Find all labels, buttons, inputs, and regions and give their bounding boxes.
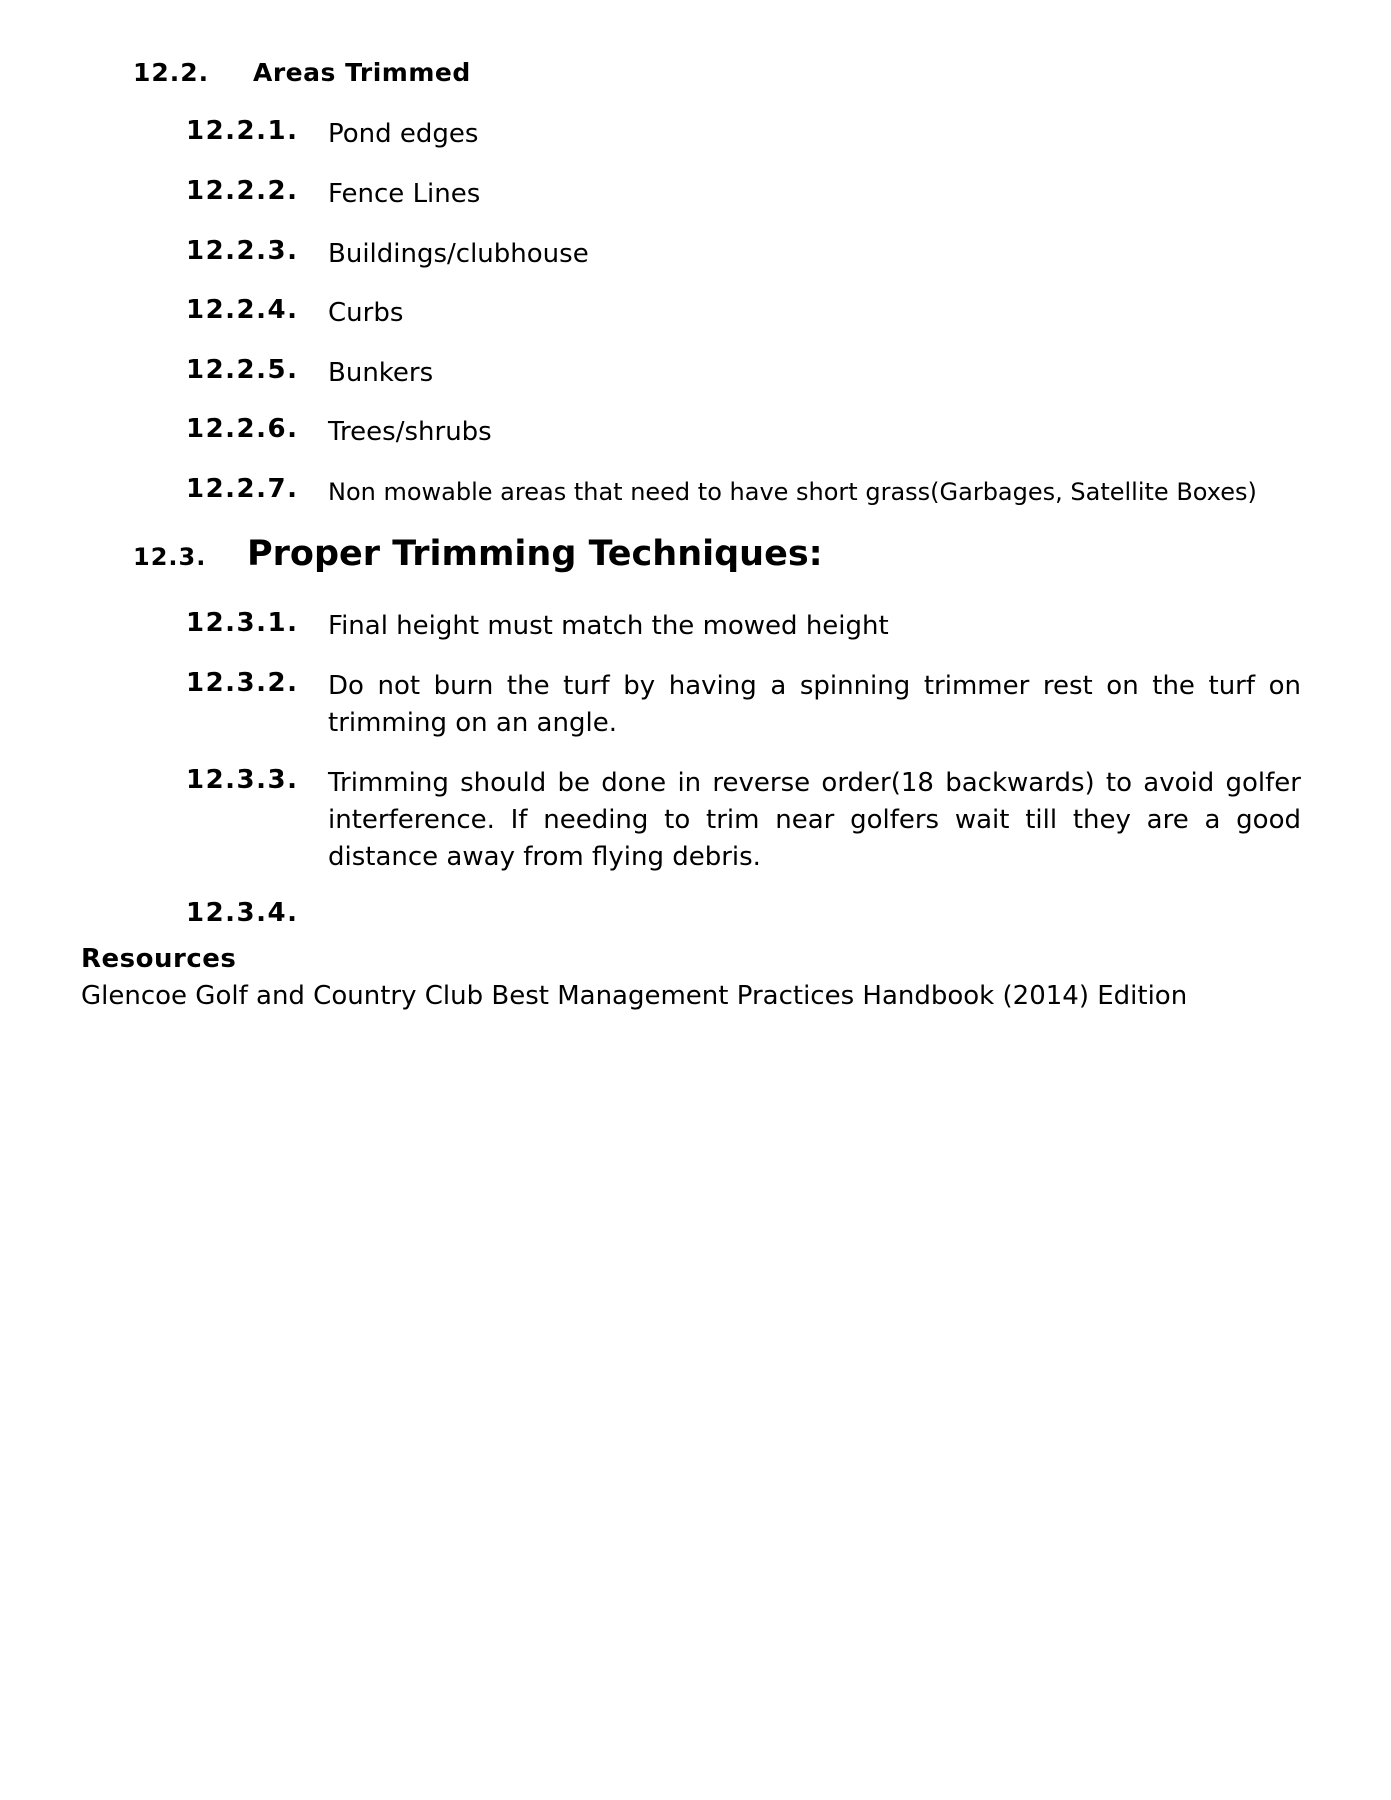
item-text: Bunkers — [328, 358, 434, 388]
item-number: 12.3.2. — [186, 668, 299, 698]
section-title: Proper Trimming Techniques: — [247, 534, 823, 574]
item-text: Do not burn the turf by having a spinning trimmer rest on the turf on trimming on an angle. — [328, 671, 1301, 738]
item-number: 12.2.7. — [186, 474, 299, 504]
resources-citation: Glencoe Golf and Country Club Best Management Practices Handbook (2014) Edition — [81, 981, 1188, 1011]
item-number: 12.3.4. — [186, 898, 299, 928]
item-number: 12.2.4. — [186, 295, 299, 325]
item-number: 12.2.5. — [186, 355, 299, 385]
item-text: Curbs — [328, 298, 404, 328]
item-text: Fence Lines — [328, 179, 481, 209]
item-text: Non mowable areas that need to have short grass(Garbages, Satellite Boxes) — [328, 478, 1257, 506]
item-text: Final height must match the mowed height — [328, 611, 889, 641]
item-text: Buildings/clubhouse — [328, 239, 589, 269]
section-heading-12-2 — [133, 58, 471, 87]
item-number: 12.3.3. — [186, 765, 299, 795]
item-number: 12.3.1. — [186, 608, 299, 638]
item-text: Trimming should be done in reverse order(18 backwards) to avoid golfer interference. If needing to trim near golfers wait till they are a good distance away from flying debris. — [328, 768, 1301, 872]
section-heading-12-3 — [133, 534, 823, 574]
item-number: 12.2.3. — [186, 236, 299, 266]
section-title: Areas Trimmed — [253, 58, 471, 87]
section-number: 12.3. — [133, 543, 207, 571]
item-number: 12.2.6. — [186, 414, 299, 444]
item-text: Pond edges — [328, 119, 479, 149]
item-number: 12.2.1. — [186, 116, 299, 146]
item-number: 12.2.2. — [186, 176, 299, 206]
resources-heading: Resources — [81, 944, 237, 974]
section-number: 12.2. — [133, 58, 210, 87]
item-text: Trees/shrubs — [328, 417, 492, 447]
